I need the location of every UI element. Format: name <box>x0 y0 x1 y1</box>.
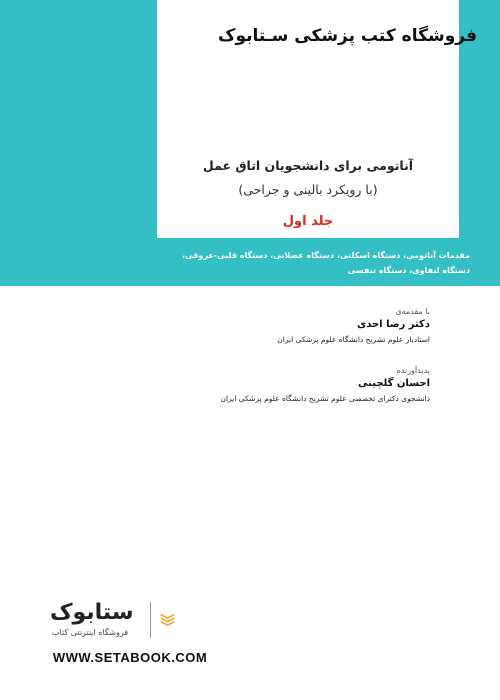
logo-divider <box>150 602 151 638</box>
store-title: فروشگاه کتب پزشکی سـتابوک <box>218 26 477 46</box>
author-credit <box>140 366 430 403</box>
intro-label: با مقدمه‌ی <box>395 307 430 316</box>
book-title: آناتومی برای دانشجویان اتاق عمل <box>202 158 414 173</box>
topics-line: مقدمات آناتومی، دستگاه اسکلتی، دستگاه عضلانی، دستگاه قلبی-عروقی، <box>182 251 470 260</box>
author-description: دانشجوی دکترای تخصصی علوم تشریح دانشگاه علوم پزشکی ایران <box>220 394 430 403</box>
brand-tagline: فروشگاه اینترنتی کتاب <box>52 628 129 637</box>
book-subtitle: (با رویکرد بالینی و جراحی) <box>238 182 378 197</box>
author-name: احسان گلچینی <box>358 378 430 389</box>
volume-label: جلد اول <box>282 214 334 229</box>
topics-list <box>90 248 470 278</box>
topics-line: دستگاه لنفاوی، دستگاه تنفسی <box>347 266 470 275</box>
intro-description: استادیار علوم تشریح دانشگاه علوم پزشکی ایران <box>277 335 430 344</box>
setabook-logo <box>160 596 212 644</box>
website-url: WWW.SETABOOK.COM <box>52 650 208 665</box>
author-label: پدیدآورنده <box>396 366 430 375</box>
intro-name: دکتر رضا احدی <box>357 319 430 330</box>
intro-credit <box>140 307 430 344</box>
teal-block-left <box>0 0 157 286</box>
stacked-chevrons-icon <box>161 614 175 626</box>
brand-name: ستابوک <box>50 600 134 625</box>
